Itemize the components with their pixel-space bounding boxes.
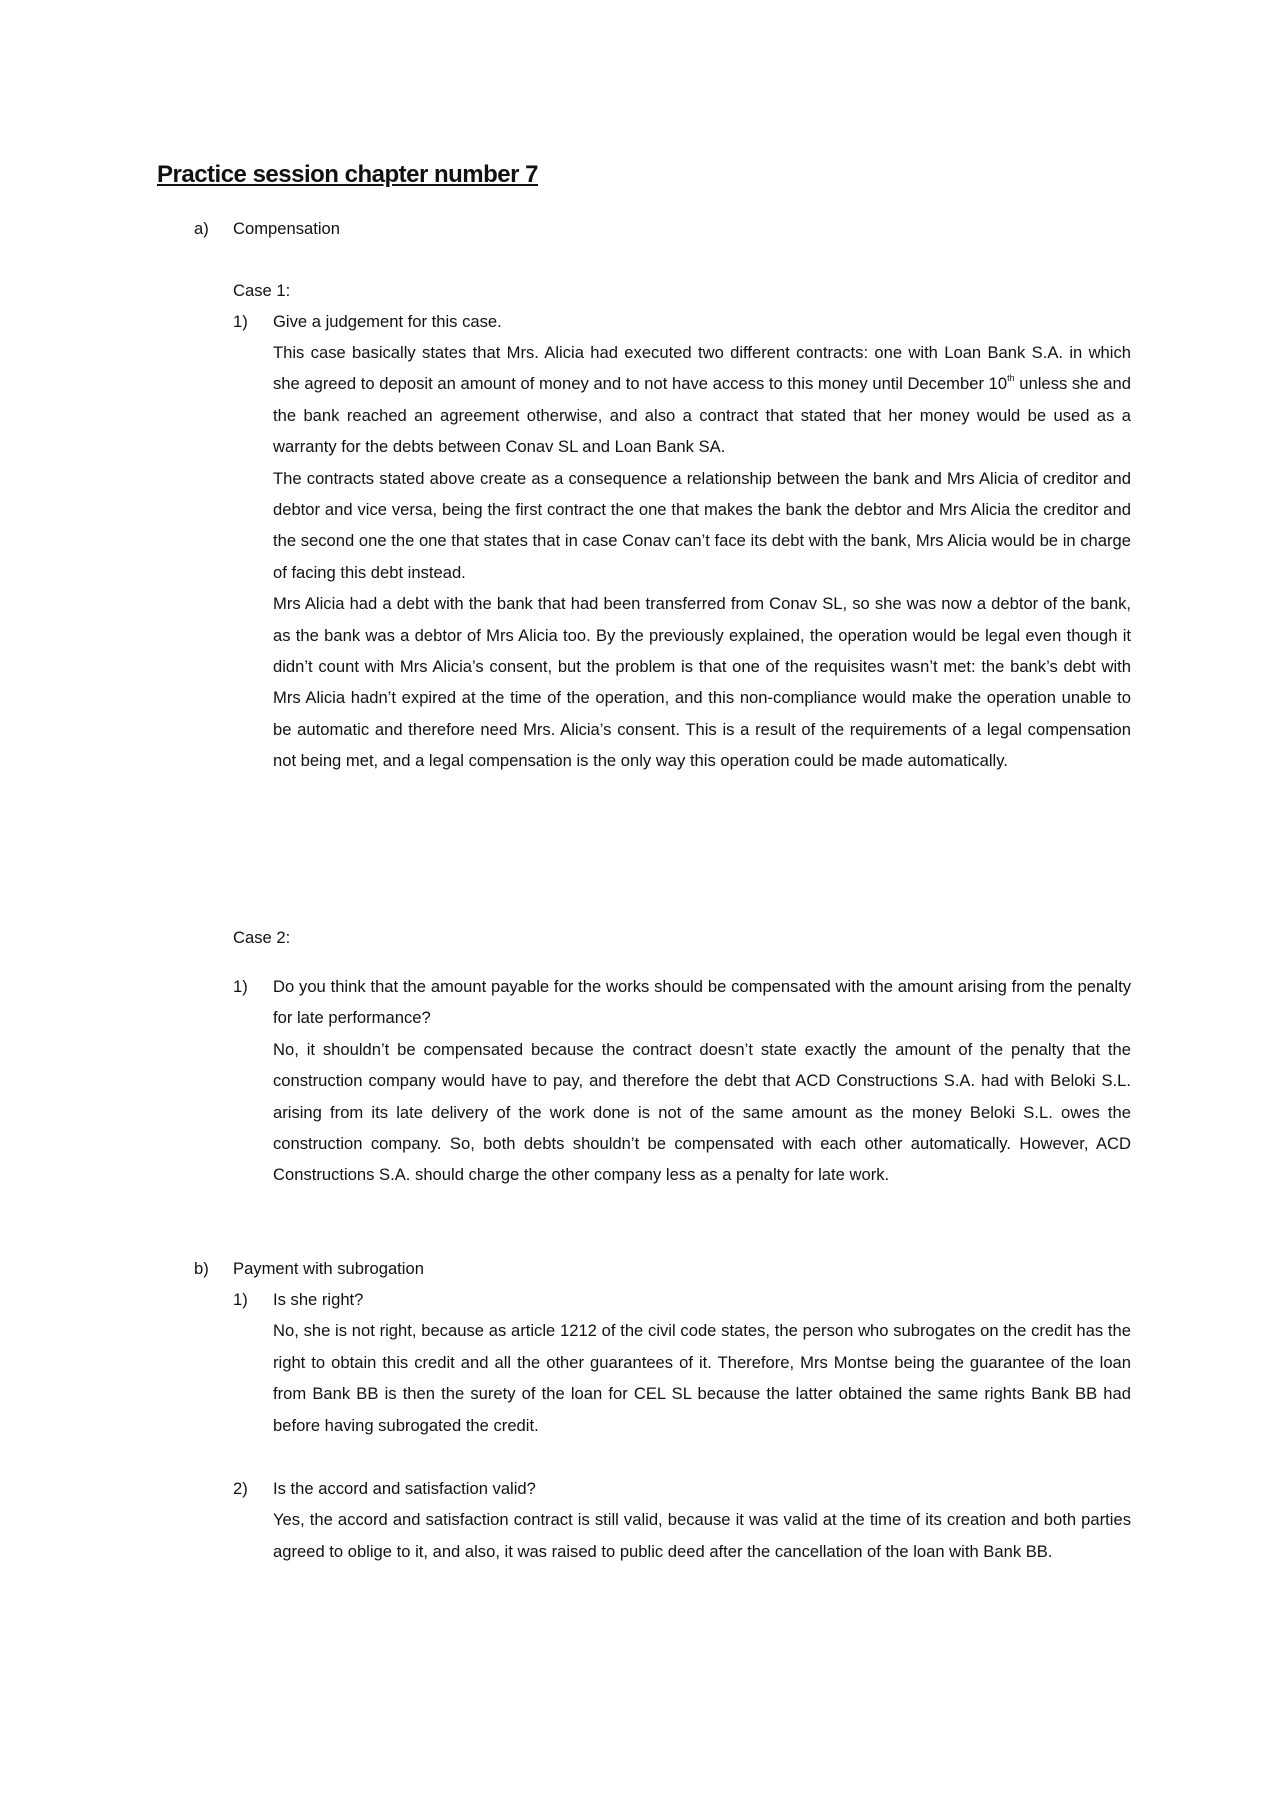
case1-paragraph-3: Mrs Alicia had a debt with the bank that had been transferred from Conav SL, so she was now a debtor of the bank, as the bank was a debtor of Mrs Alicia too. By the previously explained, the operation would be legal even though it didn’t count with Mrs Alicia’s consent, but the problem is that one of the requisites wasn’t met: the bank’s debt with Mrs Alicia hadn’t expired at the time of the operation, and this non-compliance would make the operation unable to be automatic and therefore need Mrs. Alicia’s consent. This is a result of the requirements of a legal compensation not being met, and a legal compensation is the only way this operation could be made automatically. [273, 594, 1131, 771]
section-b-q1-block [273, 1284, 1131, 1441]
page-title: Practice session chapter number 7 [157, 161, 538, 188]
section-b-question-1: Is she right? [273, 1290, 364, 1309]
section-a-heading: Compensation [233, 219, 341, 238]
section-b-answer-2: Yes, the accord and satisfaction contract is still valid, because it was valid at the time of its creation and both parties agreed to oblige to it, and also, it was raised to public deed after the cancellation of the loan with Bank BB. [273, 1510, 1131, 1561]
section-b-heading: Payment with subrogation [233, 1259, 424, 1278]
case1-answer [273, 337, 1131, 777]
case1-paragraph-2: The contracts stated above create as a consequence a relationship between the bank and Mrs Alicia of creditor and debtor and vice versa, being the first contract the one that makes the bank the debtor and Mrs Alicia the creditor and the second one the one that states that in case Conav can’t face its debt with the bank, Mrs Alicia would be in charge of facing this debt instead. [273, 468, 1131, 582]
case1-question: Give a judgement for this case. [273, 312, 502, 331]
case2-label: Case 2: [233, 928, 291, 947]
case1-label: Case 1: [233, 281, 291, 300]
section-b-q2-marker: 2) [233, 1479, 248, 1498]
section-b-marker: b) [194, 1259, 209, 1278]
case2-question: Do you think that the amount payable for the works should be compensated with the amount arising from the penalty for late performance? [273, 977, 1131, 1028]
section-a-marker: a) [194, 219, 209, 238]
case2-q1-marker: 1) [233, 977, 248, 996]
section-b-question-2: Is the accord and satisfaction valid? [273, 1479, 536, 1498]
case1-paragraph-1: This case basically states that Mrs. Alicia had executed two different contracts: one with Loan Bank S.A. in which she agreed to deposit an amount of money and to not have access to this money until December 10th unless she and the bank reached an agreement otherwise, and also a contract that stated that her money would be used as a warranty for the debts between Conav SL and Loan Bank SA. [273, 343, 1131, 457]
case2-answer: No, it shouldn’t be compensated because the contract doesn’t state exactly the amount of the penalty that the construction company would have to pay, and therefore the debt that ACD Constructions S.A. had with Beloki S.L. arising from its late delivery of the work done is not of the same amount as the money Beloki S.L. owes the construction company. So, both debts shouldn’t be compensated with each other automatically. However, ACD Constructions S.A. should charge the other company less as a penalty for late work. [273, 1039, 1131, 1185]
section-b-q2-block [273, 1473, 1131, 1567]
case1-q1-marker: 1) [233, 312, 248, 331]
section-b-q1-marker: 1) [233, 1290, 248, 1309]
section-b-answer-1: No, she is not right, because as article 1212 of the civil code states, the person who subrogates on the credit has the right to obtain this credit and all the other guarantees of it. Therefore, Mrs Montse being the guarantee of the loan from Bank BB is then the surety of the loan for CEL SL because the latter obtained the same rights Bank BB had before having subrogated the credit. [273, 1321, 1131, 1435]
case2-block [273, 971, 1131, 1191]
